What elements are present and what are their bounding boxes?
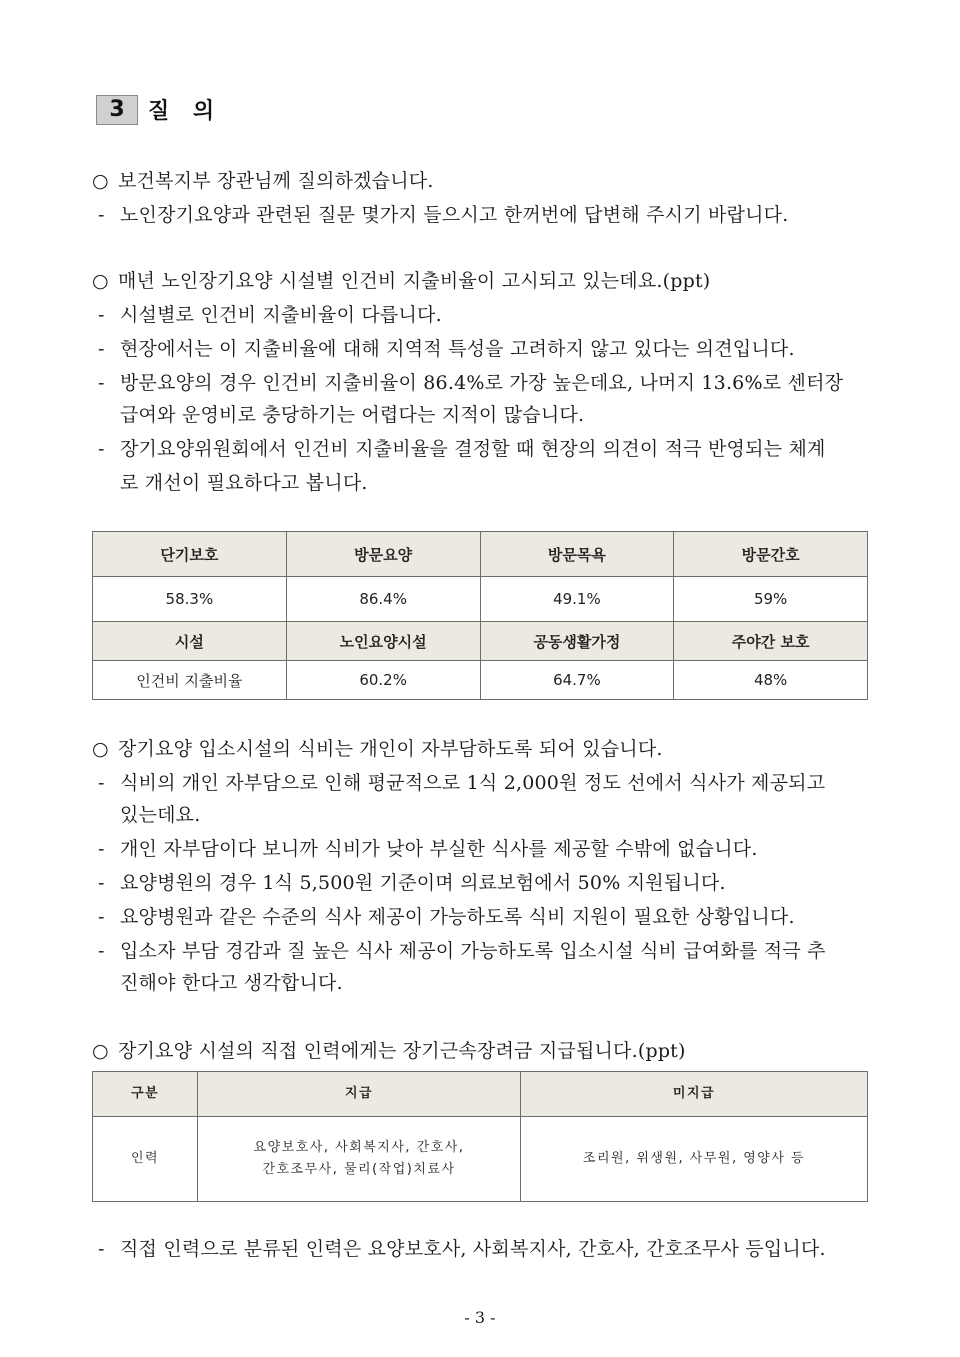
paragraph-3-item-3 [92,868,726,895]
table-row [93,577,868,622]
item-text: 급여와 운영비로 충당하기는 어렵다는 지적이 많습니다. [120,404,585,426]
circle-bullet-icon: ○ [92,1040,109,1062]
item-text: 현장에서는 이 지출비율에 대해 지역적 특성을 고려하지 않고 있다는 의견입니다. [120,338,795,360]
table-cell: 59% [674,577,868,622]
section-heading [96,94,222,125]
paragraph-2-lead [92,266,710,293]
dash-bullet: - [98,338,105,360]
paragraph-4-item-1 [92,1234,826,1261]
dash-bullet: - [98,872,105,894]
item-text: 요양병원과 같은 수준의 식사 제공이 가능하도록 식비 지원이 필요한 상황입니다. [120,906,795,928]
paragraph-2-item-1 [92,300,442,327]
table-row [93,661,868,700]
paragraph-text: 보건복지부 장관님께 질의하겠습니다. [118,170,434,192]
paragraph-3-lead [92,734,663,761]
paragraph-2-item-3-cont [120,400,584,427]
paragraph-3-item-5-cont [120,968,343,995]
paragraph-4-lead [92,1036,686,1063]
table-header-cell: 구분 [93,1072,198,1117]
table-cell: 64.7% [480,661,674,700]
paragraph-3-item-1-cont [120,800,200,827]
item-text: 시설별로 인건비 지출비율이 다릅니다. [120,304,442,326]
table-header-cell: 주야간 보호 [674,622,868,661]
table-cell: 인력 [93,1117,198,1202]
paragraph-3-item-1 [92,768,825,795]
item-text: 방문요양의 경우 인건비 지출비율이 86.4%로 가장 높은데요, 나머지 13.6%로 센터장 [120,372,844,394]
dash-bullet: - [98,304,105,326]
paragraph-3-item-2 [92,834,758,861]
dash-bullet: - [98,372,105,394]
table-cell: 60.2% [286,661,480,700]
table-header-row [93,1072,868,1117]
table-cell: 49.1% [480,577,674,622]
item-text: 요양병원의 경우 1식 5,500원 기준이며 의료보험에서 50% 지원됩니다. [120,872,726,894]
paragraph-text: 장기요양 입소시설의 식비는 개인이 자부담하도록 되어 있습니다. [118,738,663,760]
table-header-cell: 방문간호 [674,532,868,577]
table-header-cell: 공동생활가정 [480,622,674,661]
item-text: 로 개선이 필요하다고 봅니다. [120,472,368,494]
table-cell: 58.3% [93,577,287,622]
paragraph-2-item-4 [92,434,826,461]
dash-bullet: - [98,838,105,860]
table-header-cell: 방문요양 [286,532,480,577]
long-service-bonus-table [92,1071,868,1202]
circle-bullet-icon: ○ [92,270,109,292]
page-number: - 3 - [464,1308,496,1327]
table-cell: 조리원, 위생원, 사무원, 영양사 등 [521,1117,868,1202]
item-text: 입소자 부담 경감과 질 높은 식사 제공이 가능하도록 입소시설 식비 급여화를 적극 추 [120,940,826,962]
circle-bullet-icon: ○ [92,170,109,192]
table-header-cell: 지급 [198,1072,521,1117]
table-header-cell: 단기보호 [93,532,287,577]
paragraph-2-item-3 [92,368,843,395]
item-text: 있는데요. [120,804,201,826]
table-header-cell: 미지급 [521,1072,868,1117]
circle-bullet-icon: ○ [92,738,109,760]
item-text: 식비의 개인 자부담으로 인해 평균적으로 1식 2,000원 정도 선에서 식사가 제공되고 [120,772,826,794]
paid-line-2: 간호조무사, 물리(작업)치료사 [262,1162,456,1177]
dash-bullet: - [98,204,105,226]
paragraph-text: 매년 노인장기요양 시설별 인건비 지출비율이 고시되고 있는데요.(ppt) [118,270,711,292]
paid-line-1: 요양보호사, 사회복지사, 간호사, [253,1140,465,1155]
item-text: 개인 자부담이다 보니까 식비가 낮아 부실한 식사를 제공할 수밖에 없습니다. [120,838,758,860]
table-header-row [93,622,868,661]
paragraph-text: 장기요양 시설의 직접 인력에게는 장기근속장려금 지급됩니다.(ppt) [118,1040,686,1062]
table-header-cell: 방문목욕 [480,532,674,577]
dash-bullet: - [98,940,105,962]
dash-bullet: - [98,1238,105,1260]
dash-bullet: - [98,906,105,928]
paragraph-1-lead [92,166,434,193]
dash-bullet: - [98,438,105,460]
item-text: 진해야 한다고 생각합니다. [120,972,343,994]
paragraph-2-item-2 [92,334,795,361]
table-cell: 48% [674,661,868,700]
labor-cost-ratio-table [92,531,868,700]
table-header-cell: 시설 [93,622,287,661]
table-cell: 인건비 지출비율 [93,661,287,700]
item-text: 노인장기요양과 관련된 질문 몇가지 들으시고 한꺼번에 답변해 주시기 바랍니다. [120,204,789,226]
table-row [93,1117,868,1202]
table-header-cell: 노인요양시설 [286,622,480,661]
dash-bullet: - [98,772,105,794]
paragraph-3-item-4 [92,902,795,929]
paragraph-2-item-4-cont [120,468,368,495]
section-number-box: 3 [96,95,138,125]
table-cell: 86.4% [286,577,480,622]
item-text: 직접 인력으로 분류된 인력은 요양보호사, 사회복지사, 간호사, 간호조무사 등입니다. [120,1238,826,1260]
item-text: 장기요양위원회에서 인건비 지출비율을 결정할 때 현장의 의견이 적극 반영되는 체계 [120,438,826,460]
table-header-row [93,532,868,577]
paragraph-1-item-1 [92,200,788,227]
paragraph-3-item-5 [92,936,826,963]
section-title: 질 의 [148,99,223,124]
table-cell [198,1117,521,1202]
